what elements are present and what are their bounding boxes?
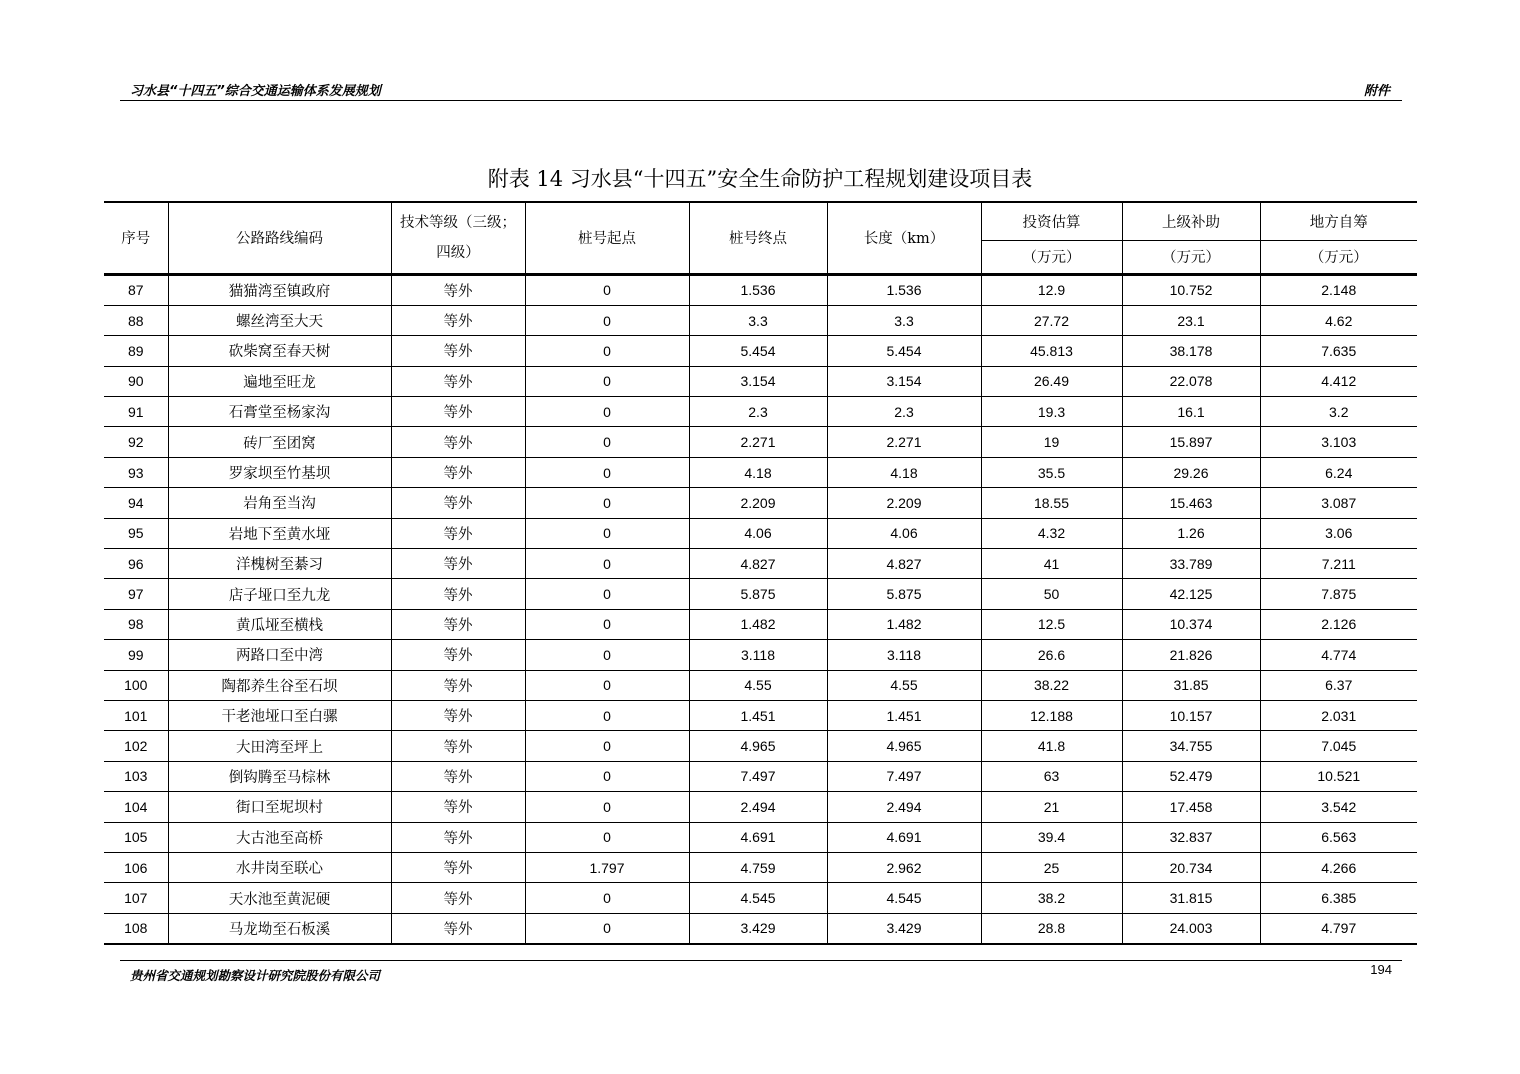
col-header-invest: 投资估算	[981, 202, 1122, 240]
cell-seq: 101	[104, 700, 168, 730]
cell-local: 3.103	[1260, 427, 1417, 457]
cell-route: 黄瓜垭至横栈	[168, 609, 391, 639]
cell-invest: 26.49	[981, 366, 1122, 396]
cell-subsidy: 23.1	[1122, 305, 1260, 335]
table-row	[104, 488, 1417, 518]
cell-start: 0	[525, 761, 689, 791]
cell-length: 5.454	[827, 336, 981, 366]
cell-subsidy: 31.85	[1122, 670, 1260, 700]
cell-local: 6.37	[1260, 670, 1417, 700]
cell-subsidy: 29.26	[1122, 457, 1260, 487]
cell-route: 螺丝湾至大天	[168, 305, 391, 335]
table-row	[104, 670, 1417, 700]
table-row	[104, 852, 1417, 882]
cell-length: 4.691	[827, 822, 981, 852]
cell-seq: 99	[104, 640, 168, 670]
cell-seq: 104	[104, 792, 168, 822]
cell-end: 4.545	[689, 883, 827, 913]
cell-start: 0	[525, 457, 689, 487]
cell-end: 5.875	[689, 579, 827, 609]
col-header-route: 公路路线编码	[168, 202, 391, 274]
cell-end: 4.965	[689, 731, 827, 761]
cell-length: 5.875	[827, 579, 981, 609]
cell-invest: 63	[981, 761, 1122, 791]
cell-subsidy: 10.374	[1122, 609, 1260, 639]
cell-start: 0	[525, 305, 689, 335]
cell-length: 4.965	[827, 731, 981, 761]
cell-start: 0	[525, 792, 689, 822]
cell-seq: 87	[104, 274, 168, 305]
cell-local: 10.521	[1260, 761, 1417, 791]
cell-local: 3.2	[1260, 397, 1417, 427]
cell-start: 0	[525, 670, 689, 700]
col-header-grade-label: 技术等级（三级；四级）	[400, 214, 516, 261]
cell-route: 猫猫湾至镇政府	[168, 274, 391, 305]
cell-subsidy: 52.479	[1122, 761, 1260, 791]
cell-end: 1.451	[689, 700, 827, 730]
cell-seq: 98	[104, 609, 168, 639]
cell-subsidy: 10.157	[1122, 700, 1260, 730]
cell-length: 1.451	[827, 700, 981, 730]
cell-seq: 90	[104, 366, 168, 396]
cell-local: 6.385	[1260, 883, 1417, 913]
cell-end: 4.759	[689, 852, 827, 882]
project-table	[104, 201, 1417, 945]
cell-local: 6.563	[1260, 822, 1417, 852]
cell-invest: 19	[981, 427, 1122, 457]
cell-length: 4.55	[827, 670, 981, 700]
cell-grade: 等外	[391, 305, 525, 335]
cell-subsidy: 15.897	[1122, 427, 1260, 457]
cell-length: 2.962	[827, 852, 981, 882]
cell-end: 3.118	[689, 640, 827, 670]
cell-grade: 等外	[391, 518, 525, 548]
table-row	[104, 336, 1417, 366]
cell-local: 4.412	[1260, 366, 1417, 396]
cell-end: 3.429	[689, 913, 827, 944]
cell-grade: 等外	[391, 366, 525, 396]
cell-grade: 等外	[391, 336, 525, 366]
cell-subsidy: 1.26	[1122, 518, 1260, 548]
cell-invest: 19.3	[981, 397, 1122, 427]
cell-invest: 35.5	[981, 457, 1122, 487]
cell-invest: 38.22	[981, 670, 1122, 700]
cell-route: 罗家坝至竹基坝	[168, 457, 391, 487]
cell-local: 7.635	[1260, 336, 1417, 366]
col-header-length: 长度（km）	[827, 202, 981, 274]
cell-invest: 12.5	[981, 609, 1122, 639]
cell-start: 0	[525, 397, 689, 427]
cell-grade: 等外	[391, 457, 525, 487]
cell-seq: 95	[104, 518, 168, 548]
cell-invest: 45.813	[981, 336, 1122, 366]
cell-invest: 26.6	[981, 640, 1122, 670]
cell-seq: 105	[104, 822, 168, 852]
cell-local: 3.06	[1260, 518, 1417, 548]
cell-seq: 94	[104, 488, 168, 518]
cell-start: 0	[525, 549, 689, 579]
cell-start: 0	[525, 609, 689, 639]
cell-seq: 107	[104, 883, 168, 913]
cell-grade: 等外	[391, 731, 525, 761]
cell-end: 2.209	[689, 488, 827, 518]
table-body	[104, 274, 1417, 944]
cell-invest: 12.188	[981, 700, 1122, 730]
cell-route: 遍地至旺龙	[168, 366, 391, 396]
cell-local: 4.797	[1260, 913, 1417, 944]
cell-seq: 97	[104, 579, 168, 609]
cell-invest: 39.4	[981, 822, 1122, 852]
cell-local: 4.774	[1260, 640, 1417, 670]
table-row	[104, 518, 1417, 548]
cell-invest: 27.72	[981, 305, 1122, 335]
cell-route: 马龙坳至石板溪	[168, 913, 391, 944]
cell-end: 2.494	[689, 792, 827, 822]
cell-seq: 88	[104, 305, 168, 335]
cell-seq: 106	[104, 852, 168, 882]
cell-subsidy: 42.125	[1122, 579, 1260, 609]
cell-local: 6.24	[1260, 457, 1417, 487]
table-row	[104, 579, 1417, 609]
cell-grade: 等外	[391, 761, 525, 791]
cell-route: 砍柴窝至春天树	[168, 336, 391, 366]
cell-length: 3.3	[827, 305, 981, 335]
table-row	[104, 549, 1417, 579]
cell-seq: 102	[104, 731, 168, 761]
cell-end: 3.3	[689, 305, 827, 335]
cell-start: 0	[525, 822, 689, 852]
cell-length: 4.06	[827, 518, 981, 548]
cell-length: 2.209	[827, 488, 981, 518]
cell-seq: 100	[104, 670, 168, 700]
cell-end: 4.691	[689, 822, 827, 852]
cell-invest: 50	[981, 579, 1122, 609]
cell-length: 3.429	[827, 913, 981, 944]
col-header-seq: 序号	[104, 202, 168, 274]
cell-local: 7.875	[1260, 579, 1417, 609]
cell-end: 7.497	[689, 761, 827, 791]
cell-grade: 等外	[391, 822, 525, 852]
cell-seq: 108	[104, 913, 168, 944]
cell-length: 2.271	[827, 427, 981, 457]
page-number: 194	[1370, 962, 1392, 977]
cell-subsidy: 24.003	[1122, 913, 1260, 944]
cell-invest: 41.8	[981, 731, 1122, 761]
cell-length: 1.482	[827, 609, 981, 639]
cell-subsidy: 34.755	[1122, 731, 1260, 761]
table-row	[104, 883, 1417, 913]
cell-grade: 等外	[391, 792, 525, 822]
cell-length: 4.545	[827, 883, 981, 913]
cell-end: 4.18	[689, 457, 827, 487]
cell-invest: 25	[981, 852, 1122, 882]
cell-grade: 等外	[391, 609, 525, 639]
table-row	[104, 640, 1417, 670]
cell-start: 0	[525, 913, 689, 944]
table-row	[104, 792, 1417, 822]
cell-invest: 18.55	[981, 488, 1122, 518]
cell-subsidy: 20.734	[1122, 852, 1260, 882]
table-row	[104, 427, 1417, 457]
cell-local: 4.62	[1260, 305, 1417, 335]
cell-local: 7.045	[1260, 731, 1417, 761]
cell-seq: 89	[104, 336, 168, 366]
cell-start: 0	[525, 488, 689, 518]
cell-local: 2.148	[1260, 274, 1417, 305]
cell-subsidy: 31.815	[1122, 883, 1260, 913]
cell-invest: 12.9	[981, 274, 1122, 305]
cell-length: 4.18	[827, 457, 981, 487]
cell-subsidy: 33.789	[1122, 549, 1260, 579]
cell-grade: 等外	[391, 427, 525, 457]
cell-length: 1.536	[827, 274, 981, 305]
cell-route: 天水池至黄泥硬	[168, 883, 391, 913]
cell-length: 7.497	[827, 761, 981, 791]
table-row	[104, 731, 1417, 761]
cell-length: 4.827	[827, 549, 981, 579]
table-row	[104, 609, 1417, 639]
cell-route: 石膏堂至杨家沟	[168, 397, 391, 427]
cell-subsidy: 21.826	[1122, 640, 1260, 670]
col-unit-subsidy: （万元）	[1122, 240, 1260, 274]
cell-route: 街口至坭坝村	[168, 792, 391, 822]
cell-grade: 等外	[391, 579, 525, 609]
col-header-subsidy: 上级补助	[1122, 202, 1260, 240]
cell-end: 3.154	[689, 366, 827, 396]
page-header	[120, 78, 1402, 101]
header-section-label: 附件	[1363, 84, 1390, 99]
col-header-local: 地方自筹	[1260, 202, 1417, 240]
cell-subsidy: 32.837	[1122, 822, 1260, 852]
cell-end: 1.482	[689, 609, 827, 639]
cell-grade: 等外	[391, 549, 525, 579]
col-unit-local: （万元）	[1260, 240, 1417, 274]
cell-local: 2.031	[1260, 700, 1417, 730]
cell-invest: 4.32	[981, 518, 1122, 548]
cell-seq: 93	[104, 457, 168, 487]
cell-invest: 28.8	[981, 913, 1122, 944]
cell-start: 0	[525, 700, 689, 730]
cell-grade: 等外	[391, 670, 525, 700]
cell-end: 4.827	[689, 549, 827, 579]
cell-start: 0	[525, 336, 689, 366]
table-row	[104, 305, 1417, 335]
footer-company: 贵州省交通规划勘察设计研究院股份有限公司	[130, 968, 381, 983]
cell-seq: 103	[104, 761, 168, 791]
cell-route: 岩角至当沟	[168, 488, 391, 518]
cell-seq: 92	[104, 427, 168, 457]
table-row	[104, 457, 1417, 487]
table-row	[104, 822, 1417, 852]
cell-start: 0	[525, 427, 689, 457]
cell-seq: 96	[104, 549, 168, 579]
cell-grade: 等外	[391, 488, 525, 518]
cell-local: 4.266	[1260, 852, 1417, 882]
cell-end: 1.536	[689, 274, 827, 305]
cell-seq: 91	[104, 397, 168, 427]
cell-start: 0	[525, 731, 689, 761]
col-header-grade	[391, 202, 525, 274]
cell-grade: 等外	[391, 700, 525, 730]
header-document-title: 习水县“十四五”综合交通运输体系发展规划	[130, 84, 381, 99]
cell-end: 2.271	[689, 427, 827, 457]
cell-invest: 41	[981, 549, 1122, 579]
cell-start: 0	[525, 274, 689, 305]
cell-subsidy: 38.178	[1122, 336, 1260, 366]
col-unit-invest: （万元）	[981, 240, 1122, 274]
cell-grade: 等外	[391, 397, 525, 427]
cell-local: 3.087	[1260, 488, 1417, 518]
cell-end: 4.06	[689, 518, 827, 548]
cell-start: 0	[525, 366, 689, 396]
cell-length: 2.494	[827, 792, 981, 822]
cell-length: 2.3	[827, 397, 981, 427]
page-footer	[120, 960, 1402, 983]
table-row	[104, 761, 1417, 791]
cell-start: 0	[525, 579, 689, 609]
cell-route: 店子垭口至九龙	[168, 579, 391, 609]
cell-end: 2.3	[689, 397, 827, 427]
cell-local: 3.542	[1260, 792, 1417, 822]
cell-end: 5.454	[689, 336, 827, 366]
cell-grade: 等外	[391, 883, 525, 913]
cell-subsidy: 15.463	[1122, 488, 1260, 518]
cell-grade: 等外	[391, 913, 525, 944]
col-header-end: 桩号终点	[689, 202, 827, 274]
cell-subsidy: 22.078	[1122, 366, 1260, 396]
cell-invest: 21	[981, 792, 1122, 822]
cell-grade: 等外	[391, 274, 525, 305]
cell-grade: 等外	[391, 640, 525, 670]
table-row	[104, 700, 1417, 730]
cell-start: 0	[525, 640, 689, 670]
cell-route: 洋槐树至綦习	[168, 549, 391, 579]
cell-length: 3.118	[827, 640, 981, 670]
cell-local: 2.126	[1260, 609, 1417, 639]
cell-invest: 38.2	[981, 883, 1122, 913]
cell-route: 陶都养生谷至石坝	[168, 670, 391, 700]
table-row	[104, 913, 1417, 944]
cell-route: 大田湾至坪上	[168, 731, 391, 761]
cell-route: 两路口至中湾	[168, 640, 391, 670]
cell-start: 0	[525, 883, 689, 913]
cell-local: 7.211	[1260, 549, 1417, 579]
cell-start: 0	[525, 518, 689, 548]
col-header-start: 桩号起点	[525, 202, 689, 274]
cell-start: 1.797	[525, 852, 689, 882]
cell-length: 3.154	[827, 366, 981, 396]
cell-route: 水井岗至联心	[168, 852, 391, 882]
cell-grade: 等外	[391, 852, 525, 882]
table-row	[104, 397, 1417, 427]
cell-route: 大古池至高桥	[168, 822, 391, 852]
cell-route: 砖厂至团窝	[168, 427, 391, 457]
cell-route: 倒钩腾至马棕林	[168, 761, 391, 791]
cell-subsidy: 16.1	[1122, 397, 1260, 427]
cell-route: 干老池垭口至白骡	[168, 700, 391, 730]
table-row	[104, 366, 1417, 396]
cell-route: 岩地下至黄水垭	[168, 518, 391, 548]
table-title: 附表 14 习水县“十四五”安全生命防护工程规划建设项目表	[487, 167, 1033, 191]
table-row	[104, 274, 1417, 305]
cell-end: 4.55	[689, 670, 827, 700]
cell-subsidy: 10.752	[1122, 274, 1260, 305]
cell-subsidy: 17.458	[1122, 792, 1260, 822]
